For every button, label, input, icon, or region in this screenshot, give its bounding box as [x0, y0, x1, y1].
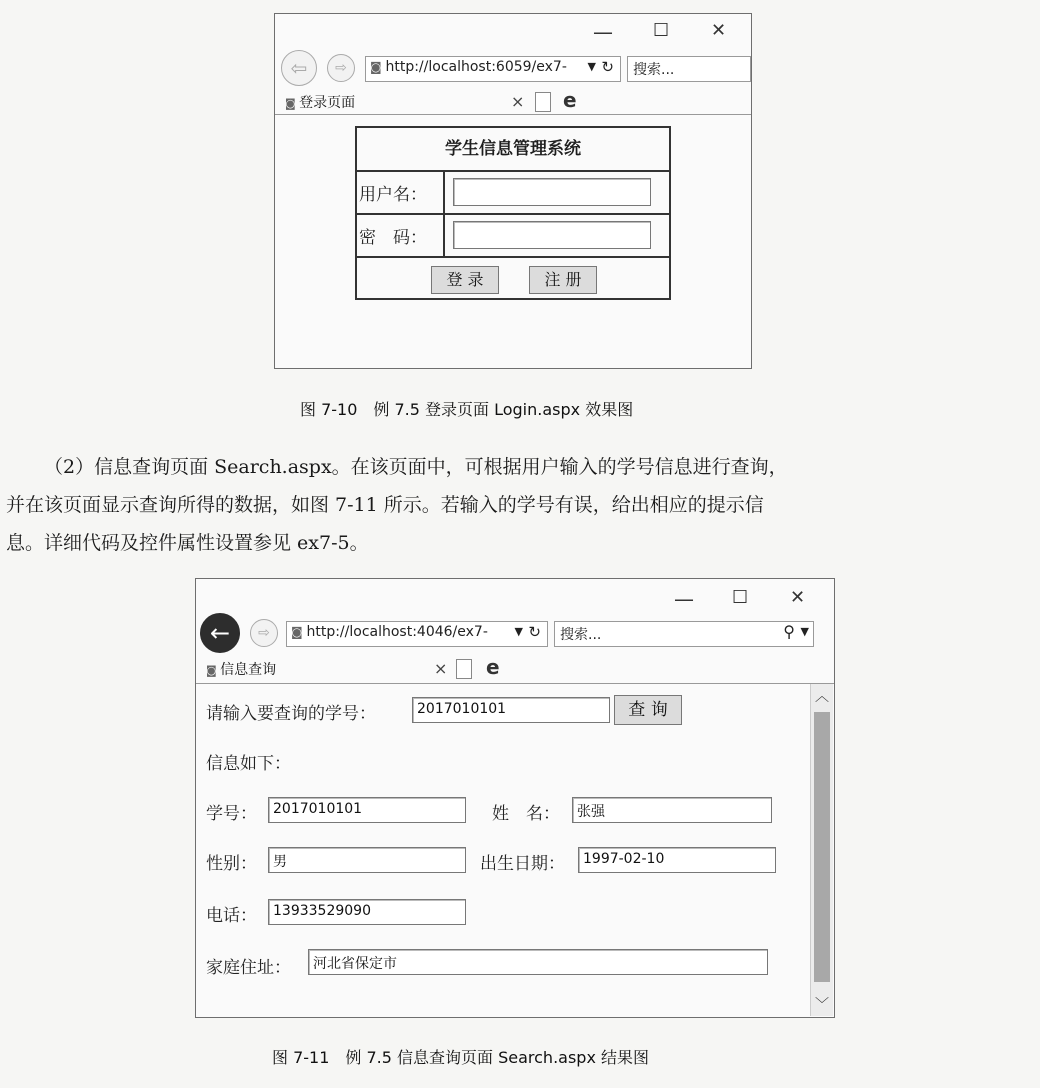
login-title: 学生信息管理系统 [445, 139, 581, 159]
search-browser-window [195, 578, 835, 1018]
new-tab-icon[interactable] [456, 659, 472, 679]
body-paragraph-line-3: 息。详细代码及控件属性设置参见 ex7-5。 [6, 532, 369, 554]
login-button[interactable]: 登 录 [431, 266, 499, 294]
address-text: http://localhost:4046/ex7- [306, 624, 488, 640]
minimize-icon[interactable]: — [593, 20, 613, 44]
forward-arrow-icon: ⇨ [258, 625, 270, 641]
refresh-icon[interactable]: ↻ [601, 58, 614, 76]
back-button[interactable] [200, 613, 240, 653]
tab-close-icon[interactable]: × [434, 659, 448, 678]
home-address-field[interactable]: 河北省保定市 [308, 949, 768, 975]
back-arrow-icon: ← [209, 619, 231, 647]
page-icon: ◙ [285, 97, 300, 110]
tab-search[interactable] [206, 659, 276, 679]
password-input[interactable] [453, 221, 651, 249]
query-input[interactable]: 2017010101 [412, 697, 610, 723]
maximize-icon[interactable]: ☐ [653, 20, 670, 41]
ie-logo-icon: e [486, 655, 500, 679]
scroll-up-icon[interactable]: ︿ [815, 689, 829, 705]
tab-title: 登录页面 [299, 95, 356, 111]
page-icon: ◙ [291, 625, 307, 639]
phone-field[interactable]: 13933529090 [268, 899, 466, 925]
body-paragraph-line-1: （2）信息查询页面 Search.aspx。在该页面中，可根据用户输入的学号信息进行查询， [44, 456, 788, 478]
back-arrow-icon: ⇦ [290, 56, 308, 80]
refresh-icon[interactable]: ↻ [528, 623, 541, 641]
close-icon[interactable]: ✕ [790, 587, 806, 608]
search-input[interactable]: 搜索... [627, 56, 751, 82]
username-label: 用户名： [359, 185, 427, 205]
close-icon[interactable]: ✕ [711, 20, 727, 41]
maximize-icon[interactable]: ☐ [732, 587, 749, 608]
tab-divider [196, 683, 834, 684]
divider [357, 256, 669, 258]
dropdown-icon[interactable]: ▼ [587, 60, 596, 73]
login-table [355, 126, 671, 300]
info-heading: 信息如下： [206, 754, 291, 774]
figure-caption-7-10: 图 7-10 例 7.5 登录页面 Login.aspx 效果图 [300, 400, 634, 419]
register-button[interactable]: 注 册 [529, 266, 597, 294]
password-label: 密 码： [359, 228, 427, 248]
minimize-icon[interactable]: — [674, 587, 694, 611]
new-tab-icon[interactable] [535, 92, 551, 112]
vertical-scrollbar[interactable] [810, 684, 833, 1016]
student-id-label: 学号： [206, 804, 257, 824]
forward-button[interactable] [250, 619, 278, 647]
search-placeholder: 搜索... [560, 627, 602, 643]
query-label: 请输入要查询的学号： [206, 704, 376, 724]
phone-label: 电话： [206, 906, 257, 926]
name-field[interactable]: 张强 [572, 797, 772, 823]
scroll-down-icon[interactable]: ﹀ [815, 997, 829, 1013]
forward-button[interactable] [327, 54, 355, 82]
gender-label: 性别： [206, 854, 257, 874]
page-icon: ◙ [370, 60, 386, 74]
search-icon[interactable]: ⚲ [783, 622, 795, 641]
student-id-field[interactable]: 2017010101 [268, 797, 466, 823]
dropdown-icon[interactable]: ▼ [514, 625, 523, 638]
back-button[interactable] [281, 50, 317, 86]
figure-caption-7-11: 图 7-11 例 7.5 信息查询页面 Search.aspx 结果图 [272, 1048, 650, 1067]
birth-date-field[interactable]: 1997-02-10 [578, 847, 776, 873]
ie-logo-icon: e [563, 88, 577, 112]
tab-login[interactable] [285, 92, 355, 112]
name-label: 姓 名： [492, 804, 560, 824]
login-browser-window [274, 13, 752, 369]
username-input[interactable] [453, 178, 651, 206]
address-text: http://localhost:6059/ex7- [385, 59, 567, 75]
tab-title: 信息查询 [220, 662, 277, 678]
gender-field[interactable]: 男 [268, 847, 466, 873]
scrollbar-thumb[interactable] [814, 712, 830, 982]
query-button[interactable]: 查 询 [614, 695, 682, 725]
search-input[interactable] [554, 621, 814, 647]
divider [357, 170, 669, 172]
address-bar[interactable] [286, 621, 548, 647]
address-bar[interactable] [365, 56, 621, 82]
home-address-label: 家庭住址： [206, 958, 291, 978]
forward-arrow-icon: ⇨ [335, 60, 347, 76]
dropdown-icon[interactable]: ▼ [800, 625, 809, 638]
body-paragraph-line-2: 并在该页面显示查询所得的数据，如图 7-11 所示。若输入的学号有误，给出相应的提示信 [6, 494, 764, 516]
birth-date-label: 出生日期： [480, 854, 565, 874]
tab-close-icon[interactable]: × [511, 92, 525, 111]
tab-divider [275, 114, 751, 115]
divider [357, 213, 669, 215]
page-icon: ◙ [206, 664, 221, 677]
